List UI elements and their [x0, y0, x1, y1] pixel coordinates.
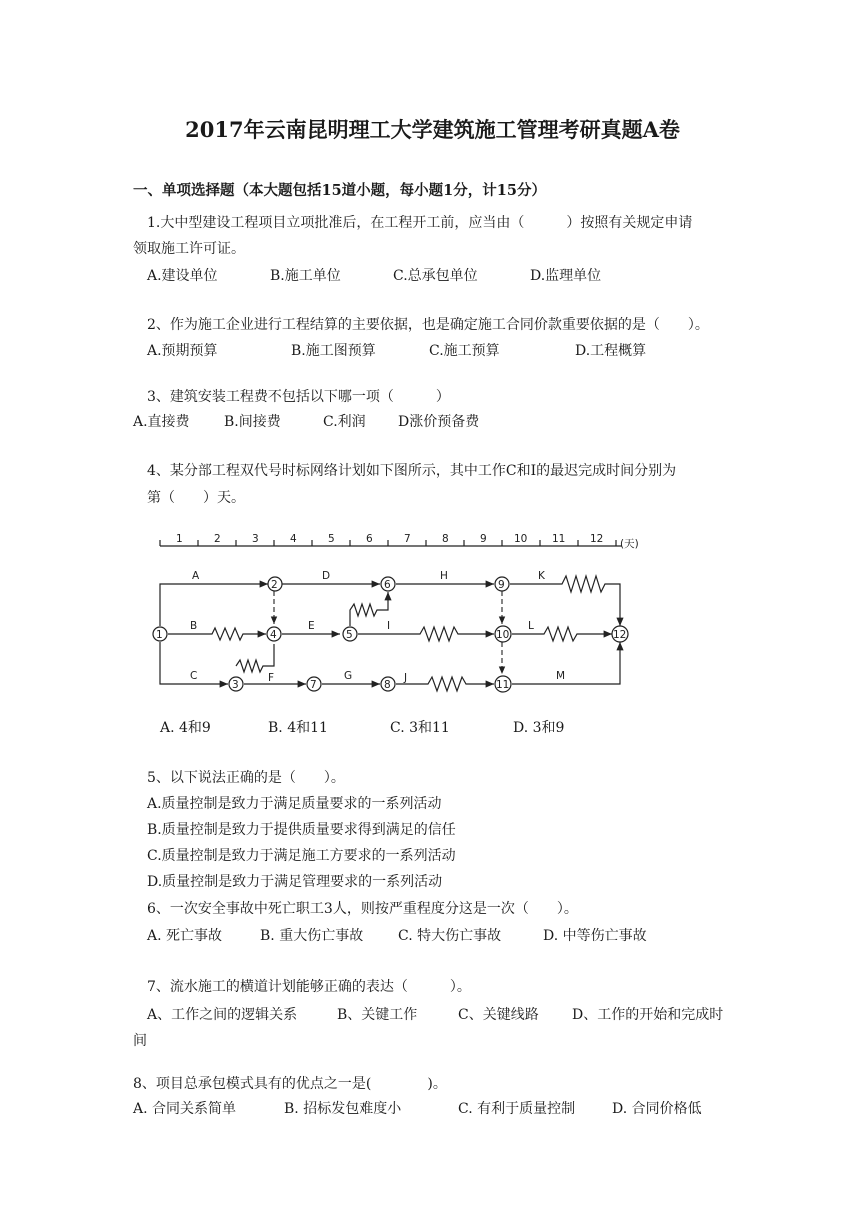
- question-3-option-d[interactable]: D涨价预备费: [398, 414, 480, 430]
- tick-label: 4: [290, 533, 297, 545]
- question-6-option-a[interactable]: A. 死亡事故: [147, 928, 223, 944]
- question-1-option-c[interactable]: C.总承包单位: [393, 268, 478, 284]
- activity-label: D: [322, 570, 331, 582]
- question-8-option-d[interactable]: D. 合同价格低: [612, 1101, 702, 1117]
- tick-label: 9: [480, 533, 487, 545]
- question-7-option-a[interactable]: A、工作之间的逻辑关系: [147, 1007, 298, 1023]
- question-6-stem: 6、一次安全事故中死亡职工3人，则按严重程度分这是一次（ ）。: [147, 901, 578, 917]
- tick-label: 2: [214, 533, 221, 545]
- question-4-option-d[interactable]: D. 3和9: [513, 720, 565, 736]
- tick-label: 6: [366, 533, 373, 545]
- question-4-option-c[interactable]: C. 3和11: [390, 720, 450, 736]
- activity-label: F: [268, 672, 275, 684]
- activity-label: A: [192, 570, 200, 582]
- node-label: 10: [496, 629, 510, 641]
- node-label: 5: [346, 629, 353, 641]
- question-4-option-a[interactable]: A. 4和9: [160, 720, 211, 736]
- question-8-option-a[interactable]: A. 合同关系简单: [133, 1101, 237, 1117]
- question-4-stem-cont: 第（ ）天。: [147, 490, 245, 506]
- activity-label: H: [440, 570, 448, 582]
- node-label: 6: [384, 579, 391, 591]
- tick-label: 11: [552, 533, 566, 545]
- node-label: 8: [384, 679, 391, 691]
- question-7-option-c[interactable]: C、关键线路: [458, 1007, 539, 1023]
- question-5-stem: 5、以下说法正确的是（ ）。: [147, 770, 345, 786]
- activity-label: M: [556, 670, 566, 682]
- question-2-stem: 2、作为施工企业进行工程结算的主要依据，也是确定施工合同价款重要依据的是（ ）。: [147, 317, 709, 333]
- question-8-option-c[interactable]: C. 有利于质量控制: [458, 1101, 576, 1117]
- section-heading: 一、单项选择题（本大题包括15道小题，每小题1分，计15分）: [133, 182, 546, 199]
- question-5-option-b[interactable]: B.质量控制是致力于提供质量要求得到满足的信任: [147, 822, 456, 838]
- tick-label: 10: [514, 533, 528, 545]
- tick-label: 8: [442, 533, 449, 545]
- question-2-option-a[interactable]: A.预期预算: [147, 343, 218, 359]
- question-7-stem: 7、流水施工的横道计划能够正确的表达（ ）。: [147, 979, 471, 995]
- question-1-option-d[interactable]: D.监理单位: [530, 268, 602, 284]
- node-label: 9: [498, 579, 505, 591]
- question-1-option-b[interactable]: B.施工单位: [270, 268, 341, 284]
- question-1-option-a[interactable]: A.建设单位: [147, 268, 218, 284]
- activity-label: K: [538, 570, 545, 582]
- activity-label: L: [528, 620, 534, 632]
- tick-label: 3: [252, 533, 259, 545]
- timeline-scale: [160, 533, 639, 550]
- question-3-option-a[interactable]: A.直接费: [133, 414, 190, 430]
- activity-label: C: [190, 670, 198, 682]
- question-5-option-a[interactable]: A.质量控制是致力于满足质量要求的一系列活动: [147, 796, 442, 812]
- question-8-stem: 8、项目总承包模式具有的优点之一是( )。: [133, 1076, 447, 1092]
- node-label: 3: [232, 679, 239, 691]
- question-6-option-b[interactable]: B. 重大伤亡事故: [260, 928, 364, 944]
- activity-label: E: [308, 620, 315, 632]
- question-6-option-c[interactable]: C. 特大伤亡事故: [398, 928, 502, 944]
- question-7-option-b[interactable]: B、关键工作: [337, 1007, 418, 1023]
- question-2-option-c[interactable]: C.施工预算: [429, 343, 500, 359]
- tick-label: 7: [404, 533, 411, 545]
- question-4-option-b[interactable]: B. 4和11: [268, 720, 328, 736]
- node-label: 7: [310, 679, 317, 691]
- node-label: 11: [496, 679, 510, 691]
- question-2-option-b[interactable]: B.施工图预算: [291, 343, 376, 359]
- activity-label: J: [404, 672, 408, 684]
- question-7-option-d[interactable]: D、工作的开始和完成时: [572, 1007, 724, 1023]
- question-8-option-b[interactable]: B. 招标发包难度小: [284, 1101, 402, 1117]
- question-5-option-c[interactable]: C.质量控制是致力于满足施工方要求的一系列活动: [147, 848, 456, 864]
- question-4-stem: 4、某分部工程双代号时标网络计划如下图所示，其中工作C和I的最迟完成时间分别为: [147, 463, 677, 479]
- tick-label: 12: [590, 533, 604, 545]
- question-6-option-d[interactable]: D. 中等伤亡事故: [543, 928, 647, 944]
- page-title: 2017年云南昆明理工大学建筑施工管理考研真题A卷: [185, 117, 680, 142]
- question-1-stem: 1.大中型建设工程项目立项批准后，在工程开工前，应当由（ ）按照有关规定申请: [147, 215, 693, 231]
- node-label: 12: [613, 629, 627, 641]
- question-5-option-d[interactable]: D.质量控制是致力于满足管理要求的一系列活动: [147, 874, 443, 890]
- question-3-option-b[interactable]: B.间接费: [224, 414, 281, 430]
- node-label: 1: [156, 629, 163, 641]
- tick-label: 5: [328, 533, 335, 545]
- tick-label: 1: [176, 533, 183, 545]
- question-7-option-d-cont: 间: [133, 1033, 147, 1049]
- activity-label: I: [387, 620, 391, 632]
- node-label: 2: [271, 579, 278, 591]
- node-label: 4: [270, 629, 277, 641]
- question-3-option-c[interactable]: C.利润: [323, 414, 366, 430]
- question-2-option-d[interactable]: D.工程概算: [575, 343, 647, 359]
- question-1-stem-cont: 领取施工许可证。: [133, 241, 245, 257]
- time-unit: (天): [620, 538, 639, 550]
- activity-label: G: [344, 670, 353, 682]
- activity-label: B: [190, 620, 198, 632]
- network-diagram: [132, 518, 662, 713]
- question-3-stem: 3、建筑安装工程费不包括以下哪一项（ ）: [147, 389, 450, 405]
